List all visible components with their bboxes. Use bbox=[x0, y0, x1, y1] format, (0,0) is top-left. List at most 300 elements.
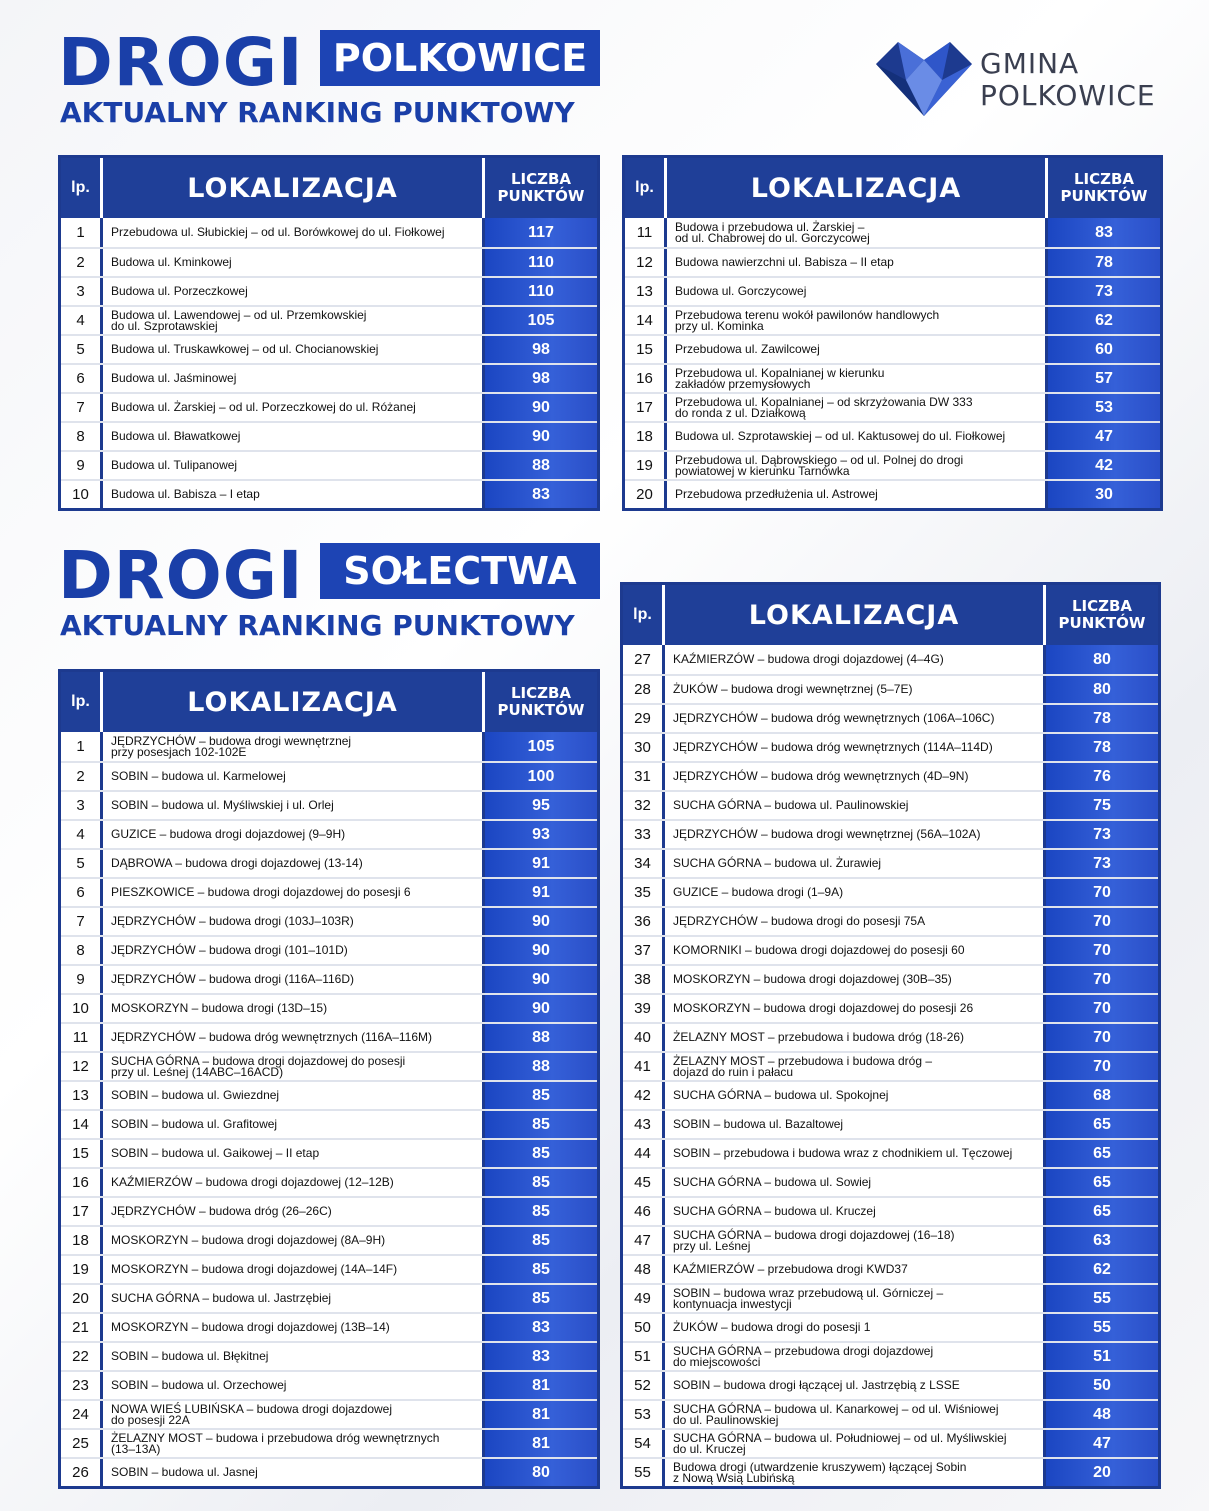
header-points: LICZBA PUNKTÓW bbox=[485, 158, 597, 218]
row-points: 73 bbox=[1048, 278, 1160, 305]
row-points: 62 bbox=[1048, 307, 1160, 334]
row-points: 76 bbox=[1046, 763, 1158, 790]
table-row bbox=[623, 1138, 1158, 1167]
row-location: PIESZKOWICE – budowa drogi dojazdowej do posesji 6 bbox=[103, 879, 485, 906]
header-lp: lp. bbox=[61, 158, 103, 218]
row-points: 81 bbox=[485, 1430, 597, 1457]
row-location: SOBIN – budowa ul. Gwiezdnej bbox=[103, 1082, 485, 1109]
heading-title: DROGI bbox=[58, 537, 304, 614]
heading-subtitle: AKTUALNY RANKING PUNKTOWY bbox=[60, 609, 575, 642]
row-location: Przebudowa terenu wokół pawilonów handlowych przy ul. Kominka bbox=[667, 307, 1048, 334]
row-points: 55 bbox=[1046, 1285, 1158, 1312]
table-row bbox=[623, 877, 1158, 906]
row-number: 7 bbox=[61, 908, 103, 935]
row-number: 15 bbox=[61, 1140, 103, 1167]
row-points: 65 bbox=[1046, 1140, 1158, 1167]
row-number: 21 bbox=[61, 1314, 103, 1341]
row-points: 90 bbox=[485, 394, 597, 421]
row-location: SUCHA GÓRNA – budowa ul. Żurawiej bbox=[665, 850, 1046, 877]
row-points: 60 bbox=[1048, 336, 1160, 363]
row-points: 81 bbox=[485, 1401, 597, 1428]
table-body bbox=[61, 732, 597, 1486]
row-number: 15 bbox=[625, 336, 667, 363]
row-location: JĘDRZYCHÓW – budowa drogi (103J–103R) bbox=[103, 908, 485, 935]
row-location: Budowa ul. Babisza – I etap bbox=[103, 481, 485, 508]
row-location: Budowa ul. Porzeczkowej bbox=[103, 278, 485, 305]
row-points: 55 bbox=[1046, 1314, 1158, 1341]
header-location: LOKALIZACJA bbox=[665, 585, 1046, 645]
table-row bbox=[61, 392, 597, 421]
row-location: Budowa ul. Gorczycowej bbox=[667, 278, 1048, 305]
table-row bbox=[61, 1283, 597, 1312]
row-location: Budowa ul. Truskawkowej – od ul. Chocianowskiej bbox=[103, 336, 485, 363]
row-location: JĘDRZYCHÓW – budowa drogi wewnętrznej przy posesjach 102-102E bbox=[103, 732, 485, 761]
row-number: 12 bbox=[61, 1053, 103, 1080]
row-number: 42 bbox=[623, 1082, 665, 1109]
row-points: 42 bbox=[1048, 452, 1160, 479]
row-number: 9 bbox=[61, 966, 103, 993]
row-points: 70 bbox=[1046, 1024, 1158, 1051]
table-row bbox=[61, 1196, 597, 1225]
row-number: 3 bbox=[61, 792, 103, 819]
row-number: 53 bbox=[623, 1401, 665, 1428]
row-location: MOSKORZYN – budowa drogi dojazdowej (14A–14F) bbox=[103, 1256, 485, 1283]
row-location: Przebudowa ul. Słubickiej – od ul. Borówkowej do ul. Fiołkowej bbox=[103, 218, 485, 247]
row-number: 17 bbox=[625, 394, 667, 421]
row-location: ŻUKÓW – budowa drogi wewnętrznej (5–7E) bbox=[665, 676, 1046, 703]
table-row bbox=[61, 218, 597, 247]
row-location: JĘDRZYCHÓW – budowa dróg wewnętrznych (106A–106C) bbox=[665, 705, 1046, 732]
row-number: 29 bbox=[623, 705, 665, 732]
row-points: 65 bbox=[1046, 1169, 1158, 1196]
ranking-table-polkowice-1 bbox=[58, 155, 600, 511]
table-row bbox=[623, 1341, 1158, 1370]
row-location: Budowa ul. Żarskiej – od ul. Porzeczkowej do ul. Różanej bbox=[103, 394, 485, 421]
row-location: NOWA WIEŚ LUBIŃSKA – budowa drogi dojazdowej do posesji 22A bbox=[103, 1401, 485, 1428]
row-points: 20 bbox=[1046, 1459, 1158, 1486]
table-row bbox=[623, 1457, 1158, 1486]
row-points: 80 bbox=[1046, 676, 1158, 703]
row-points: 62 bbox=[1046, 1256, 1158, 1283]
row-number: 14 bbox=[61, 1111, 103, 1138]
row-points: 78 bbox=[1046, 705, 1158, 732]
table-row bbox=[61, 421, 597, 450]
table-row bbox=[623, 1428, 1158, 1457]
row-number: 4 bbox=[61, 307, 103, 334]
row-points: 50 bbox=[1046, 1372, 1158, 1399]
row-location: SUCHA GÓRNA – budowa drogi dojazdowej do posesji przy ul. Leśnej (14ABC–16ACD) bbox=[103, 1053, 485, 1080]
row-number: 41 bbox=[623, 1053, 665, 1080]
row-number: 22 bbox=[61, 1343, 103, 1370]
table-row bbox=[61, 1138, 597, 1167]
row-points: 47 bbox=[1046, 1430, 1158, 1457]
row-number: 24 bbox=[61, 1401, 103, 1428]
table-row bbox=[625, 305, 1160, 334]
row-number: 16 bbox=[61, 1169, 103, 1196]
table-row bbox=[623, 1080, 1158, 1109]
table-row bbox=[61, 479, 597, 508]
table-row bbox=[625, 363, 1160, 392]
table-row bbox=[625, 392, 1160, 421]
header-lp: lp. bbox=[623, 585, 665, 645]
table-row bbox=[61, 305, 597, 334]
heading-subtitle: AKTUALNY RANKING PUNKTOWY bbox=[60, 96, 575, 129]
table-row bbox=[625, 421, 1160, 450]
row-location: SOBIN – budowa drogi łączącej ul. Jastrzębią z LSSE bbox=[665, 1372, 1046, 1399]
table-row bbox=[61, 1051, 597, 1080]
table-row bbox=[61, 935, 597, 964]
table-header bbox=[61, 158, 597, 218]
row-points: 70 bbox=[1046, 995, 1158, 1022]
table-row bbox=[61, 334, 597, 363]
row-points: 73 bbox=[1046, 850, 1158, 877]
row-number: 1 bbox=[61, 218, 103, 247]
row-points: 85 bbox=[485, 1140, 597, 1167]
row-number: 20 bbox=[625, 481, 667, 508]
row-location: SOBIN – budowa ul. Jasnej bbox=[103, 1459, 485, 1486]
row-location: SUCHA GÓRNA – budowa ul. Spokojnej bbox=[665, 1082, 1046, 1109]
row-location: MOSKORZYN – budowa drogi dojazdowej (8A–9H) bbox=[103, 1227, 485, 1254]
row-points: 85 bbox=[485, 1227, 597, 1254]
row-points: 78 bbox=[1048, 249, 1160, 276]
row-location: SUCHA GÓRNA – budowa ul. Paulinowskiej bbox=[665, 792, 1046, 819]
row-points: 85 bbox=[485, 1256, 597, 1283]
row-number: 6 bbox=[61, 365, 103, 392]
table-row bbox=[61, 790, 597, 819]
row-points: 68 bbox=[1046, 1082, 1158, 1109]
row-points: 83 bbox=[485, 1343, 597, 1370]
ranking-table-solectwa-1 bbox=[58, 669, 600, 1489]
row-number: 4 bbox=[61, 821, 103, 848]
table-body bbox=[61, 218, 597, 508]
row-points: 70 bbox=[1046, 879, 1158, 906]
row-number: 8 bbox=[61, 423, 103, 450]
table-row bbox=[623, 732, 1158, 761]
row-location: Budowa nawierzchni ul. Babisza – II etap bbox=[667, 249, 1048, 276]
row-number: 18 bbox=[625, 423, 667, 450]
row-points: 98 bbox=[485, 336, 597, 363]
table-row bbox=[61, 247, 597, 276]
table-row bbox=[61, 1109, 597, 1138]
row-points: 110 bbox=[485, 249, 597, 276]
table-row bbox=[623, 993, 1158, 1022]
table-row bbox=[61, 1399, 597, 1428]
row-location: Budowa ul. Szprotawskiej – od ul. Kaktusowej do ul. Fiołkowej bbox=[667, 423, 1048, 450]
table-row bbox=[623, 703, 1158, 732]
table-row bbox=[623, 819, 1158, 848]
row-number: 51 bbox=[623, 1343, 665, 1370]
row-points: 65 bbox=[1046, 1198, 1158, 1225]
row-location: Budowa ul. Bławatkowej bbox=[103, 423, 485, 450]
row-number: 2 bbox=[61, 763, 103, 790]
row-location: ŻELAZNY MOST – budowa i przebudowa dróg wewnętrznych (13–13A) bbox=[103, 1430, 485, 1457]
table-row bbox=[61, 1022, 597, 1051]
row-number: 33 bbox=[623, 821, 665, 848]
table-row bbox=[625, 479, 1160, 508]
row-points: 85 bbox=[485, 1082, 597, 1109]
row-points: 57 bbox=[1048, 365, 1160, 392]
row-number: 31 bbox=[623, 763, 665, 790]
row-number: 40 bbox=[623, 1024, 665, 1051]
row-points: 70 bbox=[1046, 937, 1158, 964]
row-number: 30 bbox=[623, 734, 665, 761]
row-points: 105 bbox=[485, 307, 597, 334]
row-number: 13 bbox=[625, 278, 667, 305]
row-location: JĘDRZYCHÓW – budowa drogi (116A–116D) bbox=[103, 966, 485, 993]
row-number: 19 bbox=[625, 452, 667, 479]
row-points: 91 bbox=[485, 879, 597, 906]
row-number: 13 bbox=[61, 1082, 103, 1109]
row-number: 47 bbox=[623, 1227, 665, 1254]
row-location: JĘDRZYCHÓW – budowa drogi wewnętrznej (56A–102A) bbox=[665, 821, 1046, 848]
row-points: 90 bbox=[485, 966, 597, 993]
header-location: LOKALIZACJA bbox=[103, 158, 485, 218]
table-row bbox=[623, 1254, 1158, 1283]
logo-line2: POLKOWICE bbox=[980, 79, 1156, 112]
row-number: 11 bbox=[61, 1024, 103, 1051]
row-location: DĄBROWA – budowa drogi dojazdowej (13-14) bbox=[103, 850, 485, 877]
row-points: 83 bbox=[485, 481, 597, 508]
table-row bbox=[623, 964, 1158, 993]
table-body bbox=[625, 218, 1160, 508]
heading-solectwa bbox=[58, 537, 577, 642]
table-row bbox=[61, 450, 597, 479]
row-location: SUCHA GÓRNA – budowa ul. Jastrzębiej bbox=[103, 1285, 485, 1312]
table-body bbox=[623, 645, 1158, 1486]
row-location: JĘDRZYCHÓW – budowa dróg (26–26C) bbox=[103, 1198, 485, 1225]
row-number: 50 bbox=[623, 1314, 665, 1341]
row-location: MOSKORZYN – budowa drogi dojazdowej (30B–35) bbox=[665, 966, 1046, 993]
row-location: ŻELAZNY MOST – przebudowa i budowa dróg (18-26) bbox=[665, 1024, 1046, 1051]
row-number: 9 bbox=[61, 452, 103, 479]
row-number: 39 bbox=[623, 995, 665, 1022]
table-row bbox=[623, 935, 1158, 964]
table-row bbox=[61, 1428, 597, 1457]
row-location: SUCHA GÓRNA – budowa ul. Kruczej bbox=[665, 1198, 1046, 1225]
row-points: 85 bbox=[485, 1198, 597, 1225]
row-number: 49 bbox=[623, 1285, 665, 1312]
row-location: SOBIN – budowa ul. Bazaltowej bbox=[665, 1111, 1046, 1138]
row-number: 25 bbox=[61, 1430, 103, 1457]
row-location: JĘDRZYCHÓW – budowa dróg wewnętrznych (4D–9N) bbox=[665, 763, 1046, 790]
row-location: JĘDRZYCHÓW – budowa drogi (101–101D) bbox=[103, 937, 485, 964]
row-number: 10 bbox=[61, 481, 103, 508]
row-number: 1 bbox=[61, 732, 103, 761]
row-location: Budowa ul. Tulipanowej bbox=[103, 452, 485, 479]
header-points: LICZBA PUNKTÓW bbox=[485, 672, 597, 732]
table-row bbox=[623, 674, 1158, 703]
row-number: 37 bbox=[623, 937, 665, 964]
row-number: 45 bbox=[623, 1169, 665, 1196]
row-location: GUZICE – budowa drogi dojazdowej (9–9H) bbox=[103, 821, 485, 848]
row-location: SOBIN – budowa ul. Grafitowej bbox=[103, 1111, 485, 1138]
row-location: Budowa i przebudowa ul. Żarskiej – od ul. Chabrowej do ul. Gorczycowej bbox=[667, 218, 1048, 247]
header-location: LOKALIZACJA bbox=[103, 672, 485, 732]
row-number: 38 bbox=[623, 966, 665, 993]
table-row bbox=[61, 1254, 597, 1283]
table-row bbox=[623, 1399, 1158, 1428]
table-row bbox=[61, 761, 597, 790]
row-points: 78 bbox=[1046, 734, 1158, 761]
row-location: SOBIN – budowa ul. Błękitnej bbox=[103, 1343, 485, 1370]
table-row bbox=[61, 1457, 597, 1486]
row-location: ŻUKÓW – budowa drogi do posesji 1 bbox=[665, 1314, 1046, 1341]
table-row bbox=[623, 645, 1158, 674]
row-location: MOSKORZYN – budowa drogi (13D–15) bbox=[103, 995, 485, 1022]
table-header bbox=[623, 585, 1158, 645]
row-location: JĘDRZYCHÓW – budowa dróg wewnętrznych (114A–114D) bbox=[665, 734, 1046, 761]
row-number: 7 bbox=[61, 394, 103, 421]
row-points: 70 bbox=[1046, 1053, 1158, 1080]
row-location: Przebudowa ul. Kopalnianej w kierunku zakładów przemysłowych bbox=[667, 365, 1048, 392]
row-number: 11 bbox=[625, 218, 667, 247]
table-row bbox=[61, 1341, 597, 1370]
table-row bbox=[61, 363, 597, 392]
row-location: Przebudowa ul. Dąbrowskiego – od ul. Polnej do drogi powiatowej w kierunku Tarnówka bbox=[667, 452, 1048, 479]
row-number: 44 bbox=[623, 1140, 665, 1167]
row-number: 17 bbox=[61, 1198, 103, 1225]
row-location: SUCHA GÓRNA – przebudowa drogi dojazdowej do miejscowości bbox=[665, 1343, 1046, 1370]
row-points: 85 bbox=[485, 1169, 597, 1196]
row-number: 28 bbox=[623, 676, 665, 703]
row-location: JĘDRZYCHÓW – budowa dróg wewnętrznych (116A–116M) bbox=[103, 1024, 485, 1051]
table-row bbox=[61, 993, 597, 1022]
table-header bbox=[625, 158, 1160, 218]
table-row bbox=[623, 906, 1158, 935]
table-row bbox=[61, 848, 597, 877]
row-location: MOSKORZYN – budowa drogi dojazdowej (13B–14) bbox=[103, 1314, 485, 1341]
row-location: SOBIN – przebudowa i budowa wraz z chodnikiem ul. Tęczowej bbox=[665, 1140, 1046, 1167]
row-location: SOBIN – budowa ul. Orzechowej bbox=[103, 1372, 485, 1399]
ranking-table-solectwa-2 bbox=[620, 582, 1161, 1489]
table-row bbox=[623, 790, 1158, 819]
row-number: 36 bbox=[623, 908, 665, 935]
row-points: 70 bbox=[1046, 966, 1158, 993]
header-lp: lp. bbox=[61, 672, 103, 732]
row-location: Budowa ul. Jaśminowej bbox=[103, 365, 485, 392]
table-row bbox=[61, 964, 597, 993]
row-points: 80 bbox=[485, 1459, 597, 1486]
row-location: KOMORNIKI – budowa drogi dojazdowej do posesji 60 bbox=[665, 937, 1046, 964]
row-points: 83 bbox=[485, 1314, 597, 1341]
row-location: SOBIN – budowa ul. Karmelowej bbox=[103, 763, 485, 790]
row-number: 12 bbox=[625, 249, 667, 276]
row-points: 90 bbox=[485, 995, 597, 1022]
row-location: SOBIN – budowa wraz przebudową ul. Górniczej – kontynuacja inwestycji bbox=[665, 1285, 1046, 1312]
row-points: 51 bbox=[1046, 1343, 1158, 1370]
row-points: 90 bbox=[485, 908, 597, 935]
row-points: 83 bbox=[1048, 218, 1160, 247]
heading-tag: SOŁECTWA bbox=[320, 543, 600, 599]
header-location: LOKALIZACJA bbox=[667, 158, 1048, 218]
table-row bbox=[61, 1167, 597, 1196]
row-points: 88 bbox=[485, 1053, 597, 1080]
row-number: 55 bbox=[623, 1459, 665, 1486]
table-row bbox=[61, 877, 597, 906]
logo bbox=[876, 40, 1166, 120]
row-number: 10 bbox=[61, 995, 103, 1022]
row-points: 98 bbox=[485, 365, 597, 392]
row-points: 85 bbox=[485, 1285, 597, 1312]
ranking-table-polkowice-2 bbox=[622, 155, 1163, 511]
table-row bbox=[61, 276, 597, 305]
row-number: 32 bbox=[623, 792, 665, 819]
row-location: MOSKORZYN – budowa drogi dojazdowej do posesji 26 bbox=[665, 995, 1046, 1022]
table-row bbox=[623, 1196, 1158, 1225]
row-points: 88 bbox=[485, 1024, 597, 1051]
table-row bbox=[623, 1283, 1158, 1312]
row-location: KAŹMIERZÓW – budowa drogi dojazdowej (12–12B) bbox=[103, 1169, 485, 1196]
row-location: Budowa ul. Kminkowej bbox=[103, 249, 485, 276]
row-location: SUCHA GÓRNA – budowa ul. Kanarkowej – od ul. Wiśniowej do ul. Paulinowskiej bbox=[665, 1401, 1046, 1428]
table-row bbox=[61, 1225, 597, 1254]
row-location: Budowa drogi (utwardzenie kruszywem) łączącej Sobin z Nową Wsią Lubińską bbox=[665, 1459, 1046, 1486]
table-row bbox=[623, 1167, 1158, 1196]
row-number: 5 bbox=[61, 336, 103, 363]
table-row bbox=[625, 450, 1160, 479]
table-row bbox=[61, 819, 597, 848]
heading-polkowice bbox=[58, 24, 588, 129]
header-lp: lp. bbox=[625, 158, 667, 218]
row-points: 90 bbox=[485, 423, 597, 450]
row-number: 54 bbox=[623, 1430, 665, 1457]
row-number: 18 bbox=[61, 1227, 103, 1254]
row-points: 70 bbox=[1046, 908, 1158, 935]
row-points: 47 bbox=[1048, 423, 1160, 450]
row-points: 91 bbox=[485, 850, 597, 877]
row-points: 75 bbox=[1046, 792, 1158, 819]
row-points: 110 bbox=[485, 278, 597, 305]
row-location: Budowa ul. Lawendowej – od ul. Przemkowskiej do ul. Szprotawskiej bbox=[103, 307, 485, 334]
row-number: 2 bbox=[61, 249, 103, 276]
row-location: KAŹMIERZÓW – przebudowa drogi KWD37 bbox=[665, 1256, 1046, 1283]
table-row bbox=[61, 1312, 597, 1341]
row-number: 34 bbox=[623, 850, 665, 877]
row-number: 26 bbox=[61, 1459, 103, 1486]
table-row bbox=[625, 276, 1160, 305]
row-number: 23 bbox=[61, 1372, 103, 1399]
heading-tag: POLKOWICE bbox=[320, 30, 600, 86]
row-points: 73 bbox=[1046, 821, 1158, 848]
table-row bbox=[623, 1109, 1158, 1138]
table-row bbox=[61, 1370, 597, 1399]
logo-text bbox=[980, 48, 1156, 112]
gmina-logo-icon bbox=[876, 40, 972, 116]
row-location: KAŹMIERZÓW – budowa drogi dojazdowej (4–4G) bbox=[665, 645, 1046, 674]
table-header bbox=[61, 672, 597, 732]
table-row bbox=[623, 1051, 1158, 1080]
row-points: 93 bbox=[485, 821, 597, 848]
row-points: 105 bbox=[485, 732, 597, 761]
row-number: 27 bbox=[623, 645, 665, 674]
row-location: SUCHA GÓRNA – budowa ul. Południowej – od ul. Myśliwskiej do ul. Kruczej bbox=[665, 1430, 1046, 1457]
row-number: 14 bbox=[625, 307, 667, 334]
row-points: 95 bbox=[485, 792, 597, 819]
row-points: 48 bbox=[1046, 1401, 1158, 1428]
row-number: 43 bbox=[623, 1111, 665, 1138]
table-row bbox=[61, 732, 597, 761]
logo-line1: GMINA bbox=[980, 47, 1080, 80]
row-location: Przebudowa ul. Zawilcowej bbox=[667, 336, 1048, 363]
row-number: 16 bbox=[625, 365, 667, 392]
row-number: 5 bbox=[61, 850, 103, 877]
row-number: 35 bbox=[623, 879, 665, 906]
table-row bbox=[623, 1370, 1158, 1399]
row-number: 3 bbox=[61, 278, 103, 305]
heading-title: DROGI bbox=[58, 24, 304, 101]
row-points: 53 bbox=[1048, 394, 1160, 421]
row-location: ŻELAZNY MOST – przebudowa i budowa dróg – dojazd do ruin i pałacu bbox=[665, 1053, 1046, 1080]
